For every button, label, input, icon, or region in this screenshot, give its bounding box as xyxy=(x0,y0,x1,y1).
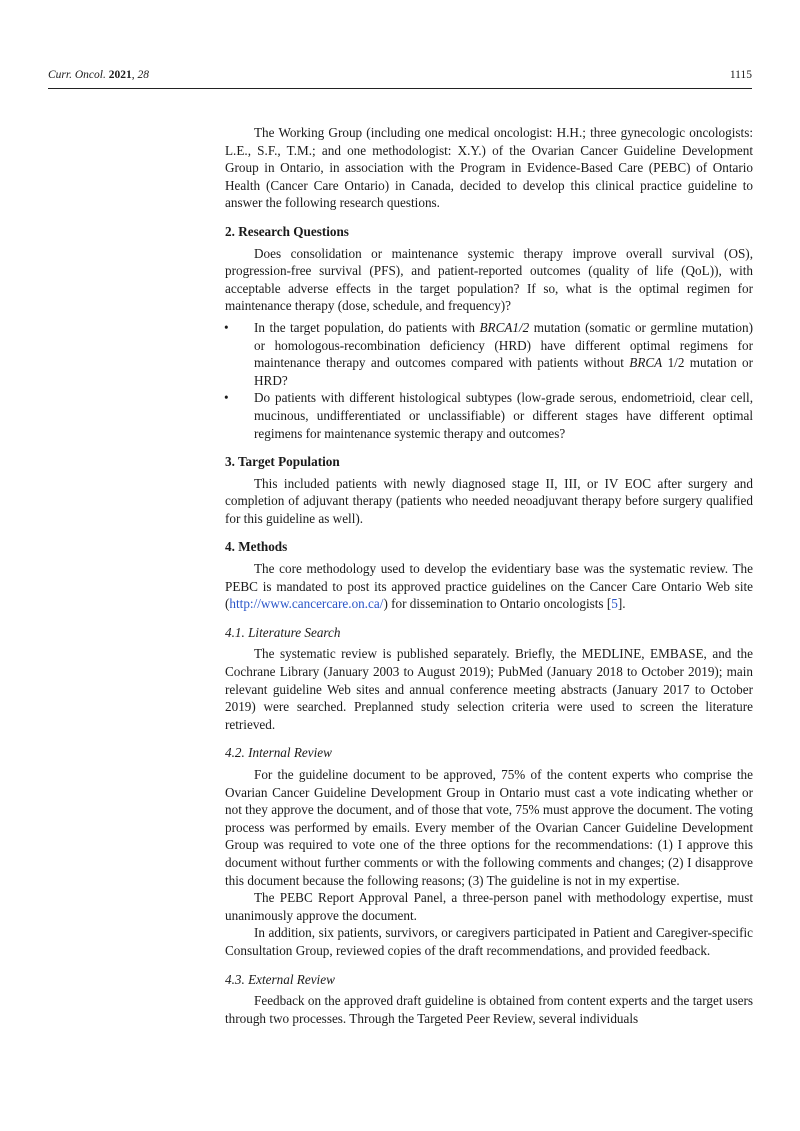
gene-name: BRCA xyxy=(629,355,663,371)
journal-year: 2021 xyxy=(108,69,132,81)
section-heading-research-questions: 2. Research Questions xyxy=(225,223,349,239)
internal-review-paragraph: The PEBC Report Approval Panel, a three-person panel with methodology expertise, must unanimously approve the document. xyxy=(225,890,753,923)
literature-search-paragraph: The systematic review is published separately. Briefly, the MEDLINE, EMBASE, and the Cochrane Library (January 2003 to August 2019); PubMed (January 2018 to October 2019); main relevant guideline Web sites and annual conference meeting abstracts (January 2017 to October 2019) were searched. Preplanned study selection criteria were used to screen the literature retrieved. xyxy=(225,646,753,732)
list-item: • Do patients with different histological subtypes (low-grade serous, endometrioid, clear cell, mucinous, undifferentiated or unclassifiable) or different stages have different optimal regimens for maintenance systemic therapy and outcomes? xyxy=(224,390,753,441)
internal-review-paragraph: In addition, six patients, survivors, or caregivers participated in Patient and Caregiver-specific Consultation Group, reviewed copies of the draft recommendations, and provided feedback. xyxy=(225,925,753,958)
target-population-paragraph: This included patients with newly diagnosed stage II, III, or IV EOC after surgery and completion of adjuvant therapy (patients who needed neoadjuvant therapy before surgery qualified for this guideline as well). xyxy=(225,475,753,526)
research-questions-list xyxy=(225,319,753,442)
reference-link[interactable]: 5 xyxy=(611,596,618,612)
subsection-heading-external-review: 4.3. External Review xyxy=(225,971,335,987)
gene-name: BRCA1/2 xyxy=(479,319,530,335)
list-item: • In the target population, do patients with BRCA1/2 mutation (somatic or germline mutation) or homologous-recombination deficiency (HRD) have different optimal regimens for maintenance therapy and outcomes compared with patients without BRCA 1/2 mutation or HRD? xyxy=(224,319,753,388)
article-body xyxy=(225,124,753,1027)
external-review-paragraph: Feedback on the approved draft guideline is obtained from content experts and the target users through two processes. Through the Targeted Peer Review, several individuals xyxy=(225,993,753,1026)
section-heading-target-population: 3. Target Population xyxy=(225,454,340,470)
methods-paragraph: The core methodology used to develop the evidentiary base was the systematic review. The PEBC is mandated to post its approved practice guidelines on the Cancer Care Ontario Web site (http://www.cancercare.on.ca/) for dissemination to Ontario oncologists [5]. xyxy=(225,561,753,612)
cancercare-url-link[interactable]: http://www.cancercare.on.ca/ xyxy=(229,596,384,612)
journal-citation: Curr. Oncol. 2021, 28 xyxy=(48,69,149,81)
journal-volume: 28 xyxy=(137,69,149,81)
subsection-heading-literature-search: 4.1. Literature Search xyxy=(225,624,341,640)
research-questions-paragraph: Does consolidation or maintenance systemic therapy improve overall survival (OS), progression-free survival (PFS), and patient-reported outcomes (quality of life (QoL)), with acceptable adverse effects in the target population? If so, what is the optimal regimen for maintenance therapy (dose, schedule, and frequency)? xyxy=(225,245,753,314)
journal-name: Curr. Oncol. xyxy=(48,69,106,81)
intro-paragraph: The Working Group (including one medical oncologist: H.H.; three gynecologic oncologists: L.E., S.F., T.M.; and one methodologist: X.Y.) of the Ovarian Cancer Guideline Development Group in Ontario, in association with the Program in Evidence-Based Care (PEBC) of Ontario Health (Cancer Care Ontario) in Canada, decided to develop this clinical practice guideline to answer the following research questions. xyxy=(225,125,753,211)
bullet-icon: • xyxy=(224,319,229,335)
internal-review-paragraph: For the guideline document to be approved, 75% of the content experts who comprise the Ovarian Cancer Guideline Development Group in Ontario must cast a vote indicating whether or not they approve the document, and of those that vote, 75% must approve the document. The voting process was performed by emails. Every member of the Ovarian Cancer Guideline Development Group was required to vote one of the three options for the recommendations: (1) I approve this document without further comments or with the following comments and changes; (2) I disapprove this document because the following reasons; (3) The guideline is not in my expertise. xyxy=(225,767,753,888)
section-heading-methods: 4. Methods xyxy=(225,539,288,555)
bullet-icon: • xyxy=(224,390,229,406)
page-number: 1115 xyxy=(729,69,752,81)
subsection-heading-internal-review: 4.2. Internal Review xyxy=(225,745,332,761)
running-header xyxy=(48,66,752,89)
